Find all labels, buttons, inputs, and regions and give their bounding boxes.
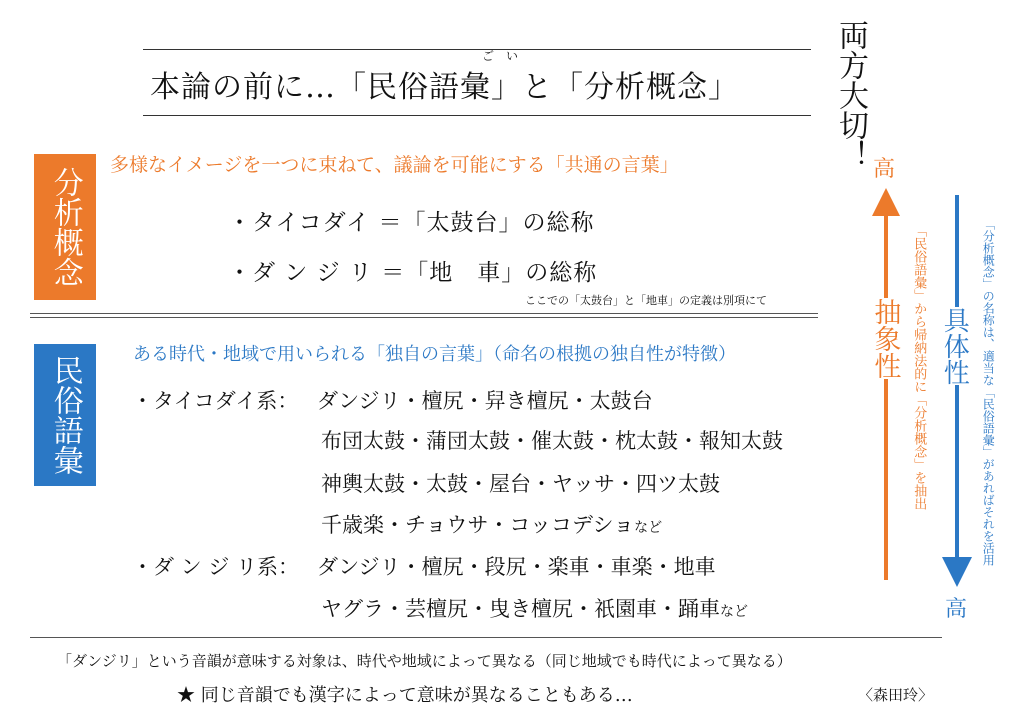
group2-suffix: など <box>720 604 748 620</box>
section-divider-1 <box>30 313 818 314</box>
title-bottom-rule <box>143 115 811 116</box>
title-top-rule <box>143 49 811 50</box>
group1-line-2: 布団太鼓・蒲団太鼓・催太鼓・枕太鼓・報知太鼓 <box>321 429 783 453</box>
orange-axis-label: 抽象性 <box>869 298 901 379</box>
group1-line-4 <box>321 509 662 539</box>
blue-axis-label: 具体性 <box>939 307 970 385</box>
group1-suffix: など <box>634 520 663 536</box>
orange-note: 「民俗語彙」から帰納法的に「分析概念」を抽出 <box>911 224 927 510</box>
footer-rule <box>30 637 942 638</box>
footer-line-1: 「ダンジリ」という音韻が意味する対象は、時代や地域によって異なる（同じ地域でも時代によって異なる） <box>57 652 792 670</box>
blue-note: 「分析概念」の名称は、適当な「民俗語彙」があればそれを活用 <box>981 218 996 566</box>
blue-bottom-label: 高 <box>945 597 968 622</box>
folk-label: 民俗語彙 <box>34 344 96 486</box>
title-ruby: ご い <box>482 49 519 63</box>
group1-prefix: ・タイコダイ系： <box>132 389 299 413</box>
side-note: 両方大切！ <box>833 20 868 170</box>
arrow-up-icon <box>866 188 906 580</box>
analytic-label: 分析概念 <box>34 154 96 300</box>
analytic-item-1: ・タイコダイ ＝「太鼓台」の総称 <box>228 210 595 236</box>
group2-line-1: ダンジリ・檀尻・段尻・楽車・車楽・地車 <box>317 555 716 579</box>
folk-heading: ある時代・地域で用いられる「独自の言葉」（命名の根拠の独自性が特徴） <box>133 344 736 365</box>
group1-line-1: ダンジリ・檀尻・舁き檀尻・太鼓台 <box>317 389 653 413</box>
footer-line-2: ★ 同じ音韻でも漢字によって意味が異なることもある… <box>177 685 633 706</box>
orange-top-label: 高 <box>873 157 896 182</box>
footer-author: 〈森田玲〉 <box>858 686 934 704</box>
analytic-item-2: ・ダ ン ジ リ ＝「地 車」の総称 <box>228 260 598 286</box>
group2-line-2-text: ヤグラ・芸檀尻・曳き檀尻・祇園車・踊車 <box>321 597 720 621</box>
analytic-note: ここでの「太鼓台」と「地車」の定義は別項にて <box>525 294 767 307</box>
section-divider-2 <box>30 317 818 318</box>
group1-line-4-text: 千歳楽・チョウサ・コッコデショ <box>321 513 635 537</box>
group2-line-2 <box>321 593 748 623</box>
page-title: 本論の前に…「民俗語彙」と「分析概念」 <box>150 70 739 105</box>
analytic-heading: 多様なイメージを一つに束ねて、議論を可能にする「共通の言葉」 <box>110 154 679 176</box>
arrow-down-icon <box>937 195 977 587</box>
group1-line-3: 神輿太鼓・太鼓・屋台・ヤッサ・四ツ太鼓 <box>321 472 720 496</box>
group2-prefix: ・ダ ン ジ リ系： <box>132 555 300 579</box>
